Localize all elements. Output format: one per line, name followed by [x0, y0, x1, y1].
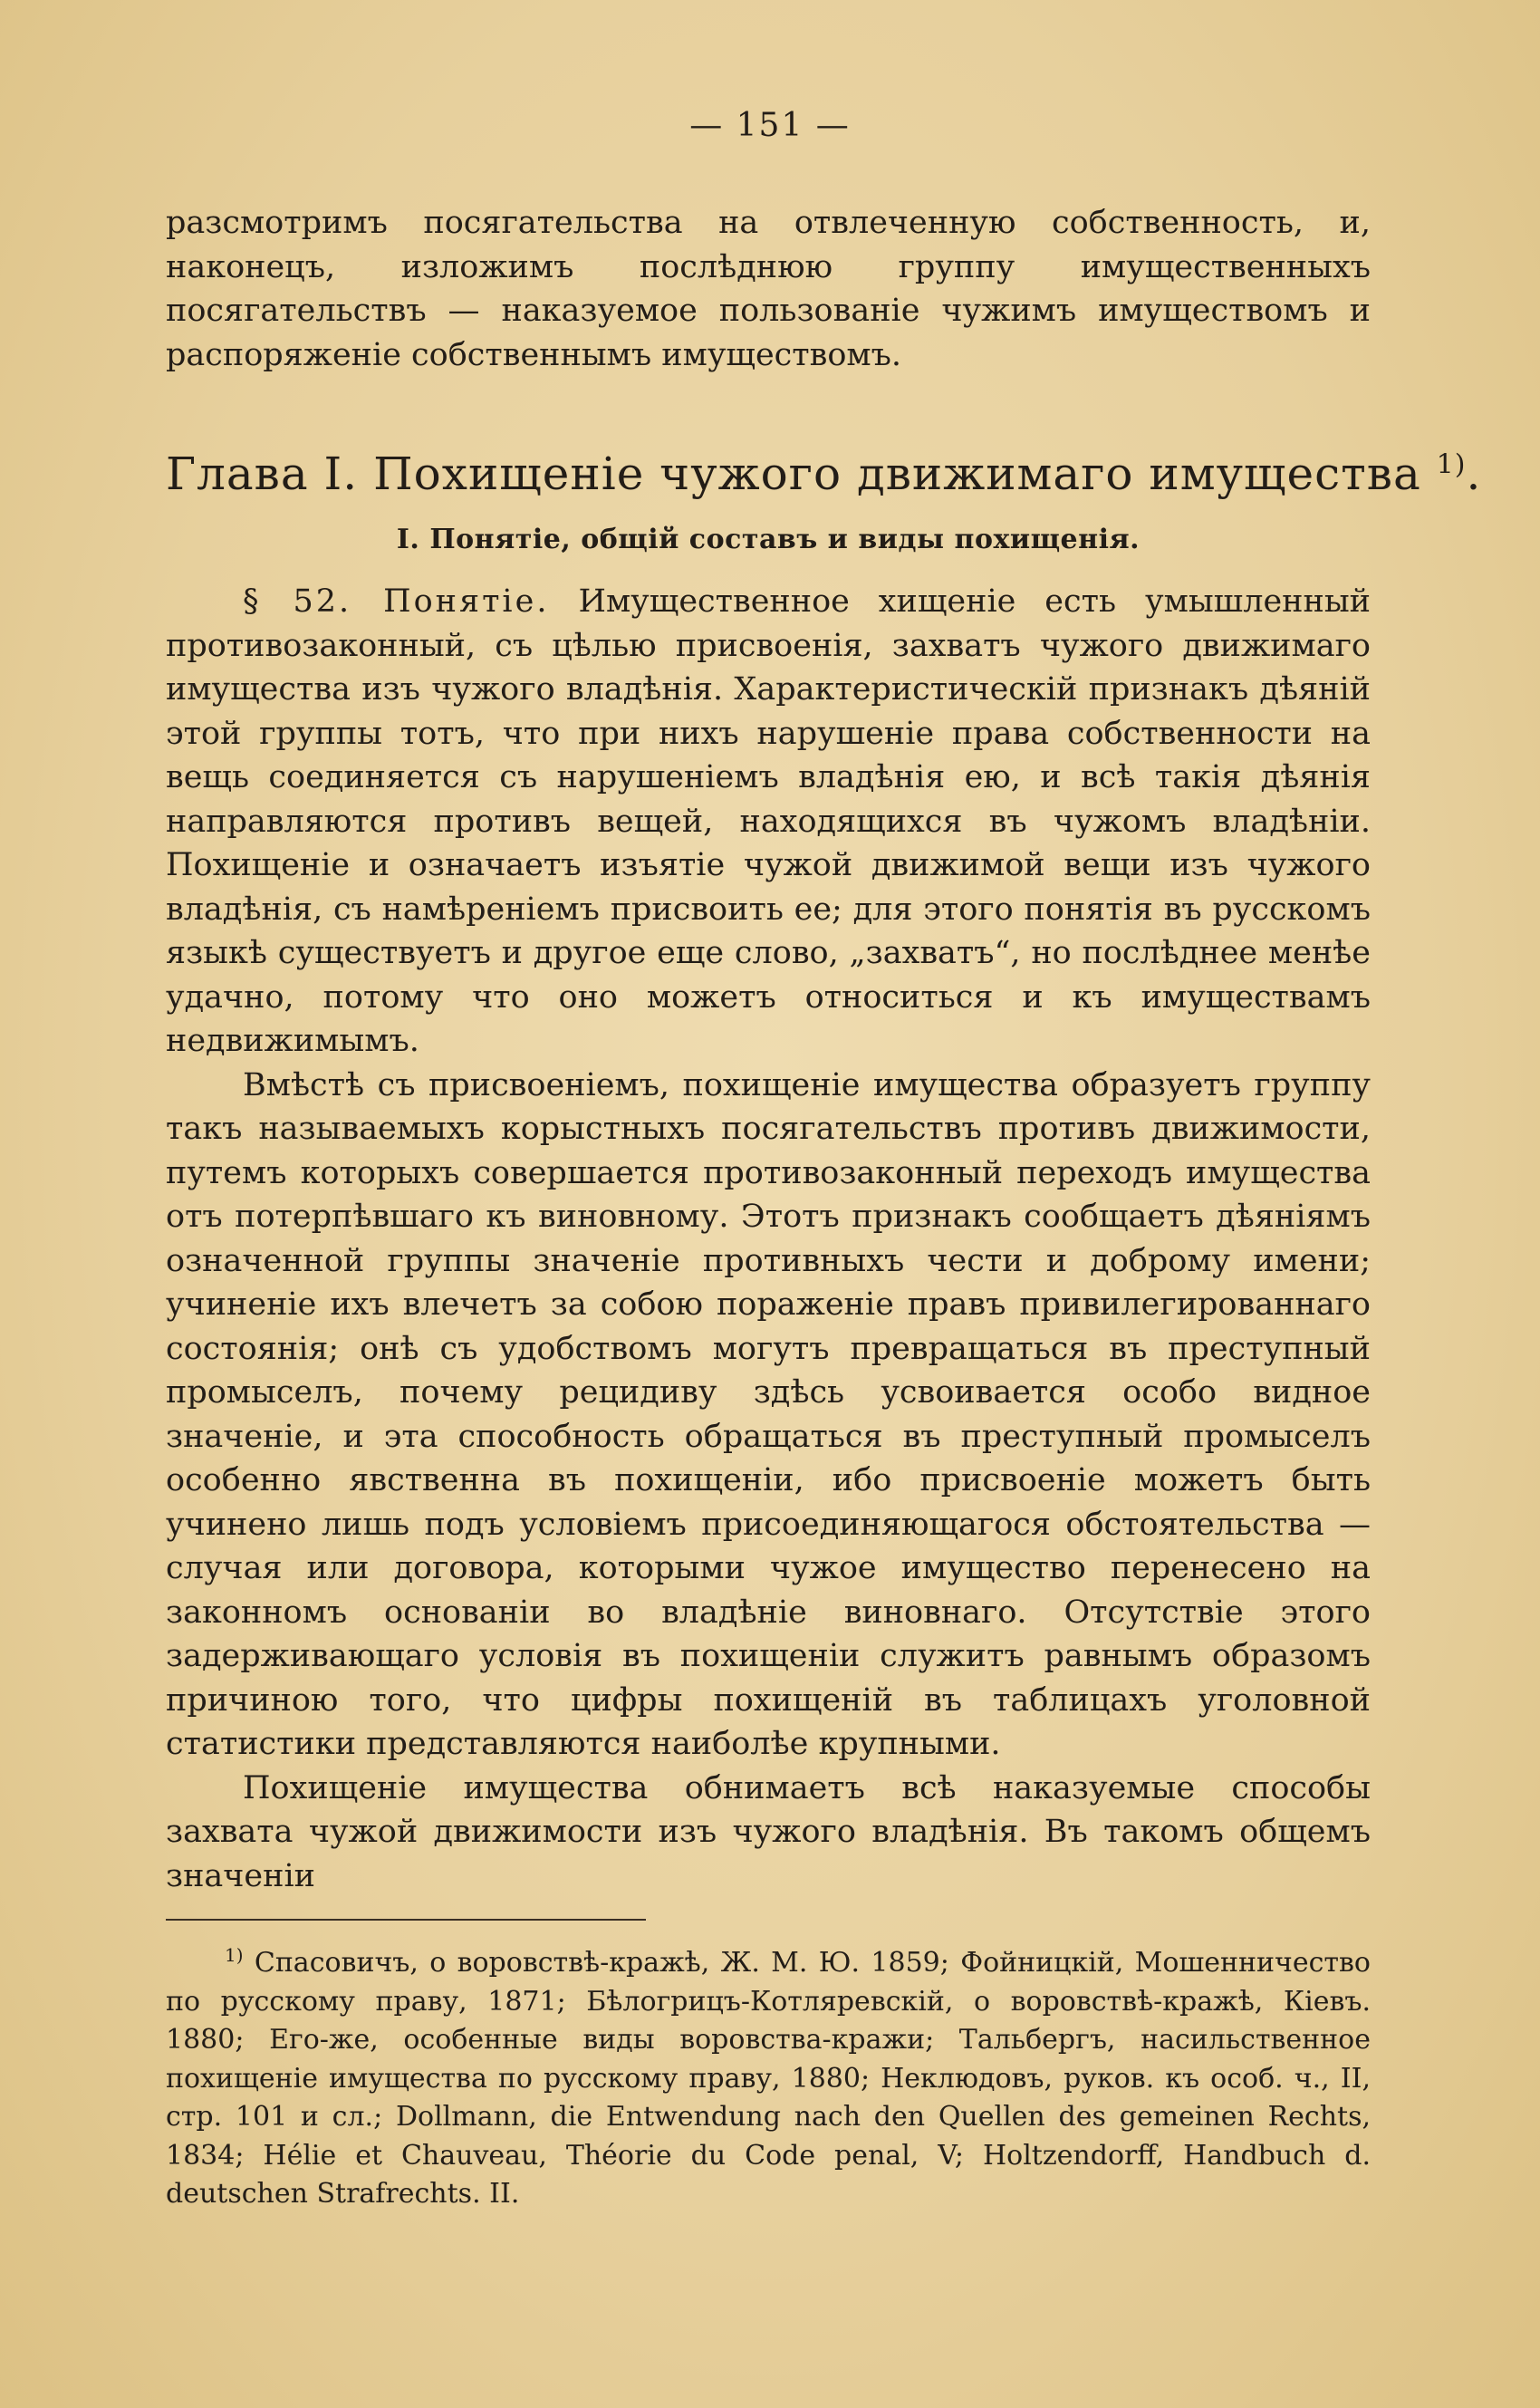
footnote-marker: 1)	[225, 1944, 244, 1966]
paragraph-lead: § 52. Понятіе.	[243, 583, 550, 620]
paragraph-2: Вмѣстѣ съ присвоеніемъ, похищеніе имущества образуетъ группу такъ называемыхъ корыстныхъ посягательствъ противъ движимости, путемъ которыхъ совершается противозаконный переходъ имущества отъ потерпѣвшаго къ виновному. Этотъ признакъ сообщаетъ дѣяніямъ означенной группы значеніе противныхъ чести и доброму имени; учиненіе ихъ влечетъ за собою пораженіе правъ привилегированнаго состоянія; онѣ съ удобствомъ могутъ превращаться въ преступный промыселъ, почему рецидиву здѣсь усвоивается особо видное значеніе, и эта способность обращаться въ преступный промыселъ особенно явственна въ похищеніи, ибо присвоеніе можетъ быть учинено лишь подъ условіемъ присоединяющагося обстоятельства — случая или договора, которыми чужое имущество перенесено на законномъ основаніи во владѣніе виновнаго. Отсутствіе этого задерживающаго условія въ похищеніи служитъ равнымъ образомъ причиною того, что цифры похищеній въ таблицахъ уголовной статистики представляются наиболѣе крупными.	[166, 1066, 1371, 1762]
chapter-footnote-ref: 1)	[1436, 448, 1467, 481]
footnote-divider	[166, 1919, 646, 1921]
intro-paragraph: разсмотримъ посягательства на отвлеченную собственность, и, наконецъ, изложимъ послѣднюю группу имущественныхъ посягательствъ — наказуемое пользованіе чужимъ имуществомъ и распоряженіе собственнымъ имуществомъ.	[166, 205, 1371, 373]
paragraph-definition	[166, 580, 1371, 1064]
footnote	[166, 1936, 1371, 2214]
chapter-title: Глава I. Похищеніе чужого движимаго имущества $^{1)}$.	[166, 448, 1482, 500]
main-text	[166, 580, 1371, 1898]
chapter-title-text: Глава I. Похищеніе чужого движимаго имущества	[166, 448, 1421, 500]
paragraph-1-text: Имущественное хищеніе есть умышленный противозаконный, съ цѣлью присвоенія, захватъ чужого движимаго имущества изъ чужого владѣнія. Характеристическій признакъ дѣяній этой группы тотъ, что при нихъ нарушеніе права собственности на вещь соединяется съ нарушеніемъ владѣнія ею, и всѣ такія дѣянія направляются противъ вещей, находящихся въ чужомъ владѣніи. Похищеніе и означаетъ изъятіе чужой движимой вещи изъ чужого владѣнія, съ намѣреніемъ присвоить ее; для этого понятія въ русскомъ языкѣ существуетъ и другое еще слово, „захватъ“, но послѣднее менѣе удачно, потому что оно можетъ относиться и къ имуществамъ недвижимымъ.	[166, 583, 1371, 1059]
footnote-text: Спасовичъ, о воровствѣ-кражѣ, Ж. М. Ю. 1859; Фойницкій, Мошенничество по русскому праву, 1871; Бѣлогрицъ-Котляревскій, о воровствѣ-кражѣ, Кіевъ. 1880; Его-же, особенные виды воровства-кражи; Тальбергъ, насильственное похищеніе имущества по русскому праву, 1880; Неклюдовъ, руков. къ особ. ч., II, стр. 101 и сл.; Dollmann, die Entwendung nach den Quellen des gemeinen Rechts, 1834; Hélie et Chauveau, Théorie du Code penal, V; Holtzendorff, Handbuch d. deutschen Strafrechts. II.	[166, 1947, 1371, 2210]
page-number: — 151 —	[689, 107, 851, 144]
paragraph-3: Похищеніе имущества обнимаетъ всѣ наказуемые способы захвата чужой движимости изъ чужого владѣнія. Въ такомъ общемъ значеніи	[166, 1769, 1371, 1894]
section-title: I. Понятіе, общій составъ и виды похищенія.	[396, 524, 1141, 555]
